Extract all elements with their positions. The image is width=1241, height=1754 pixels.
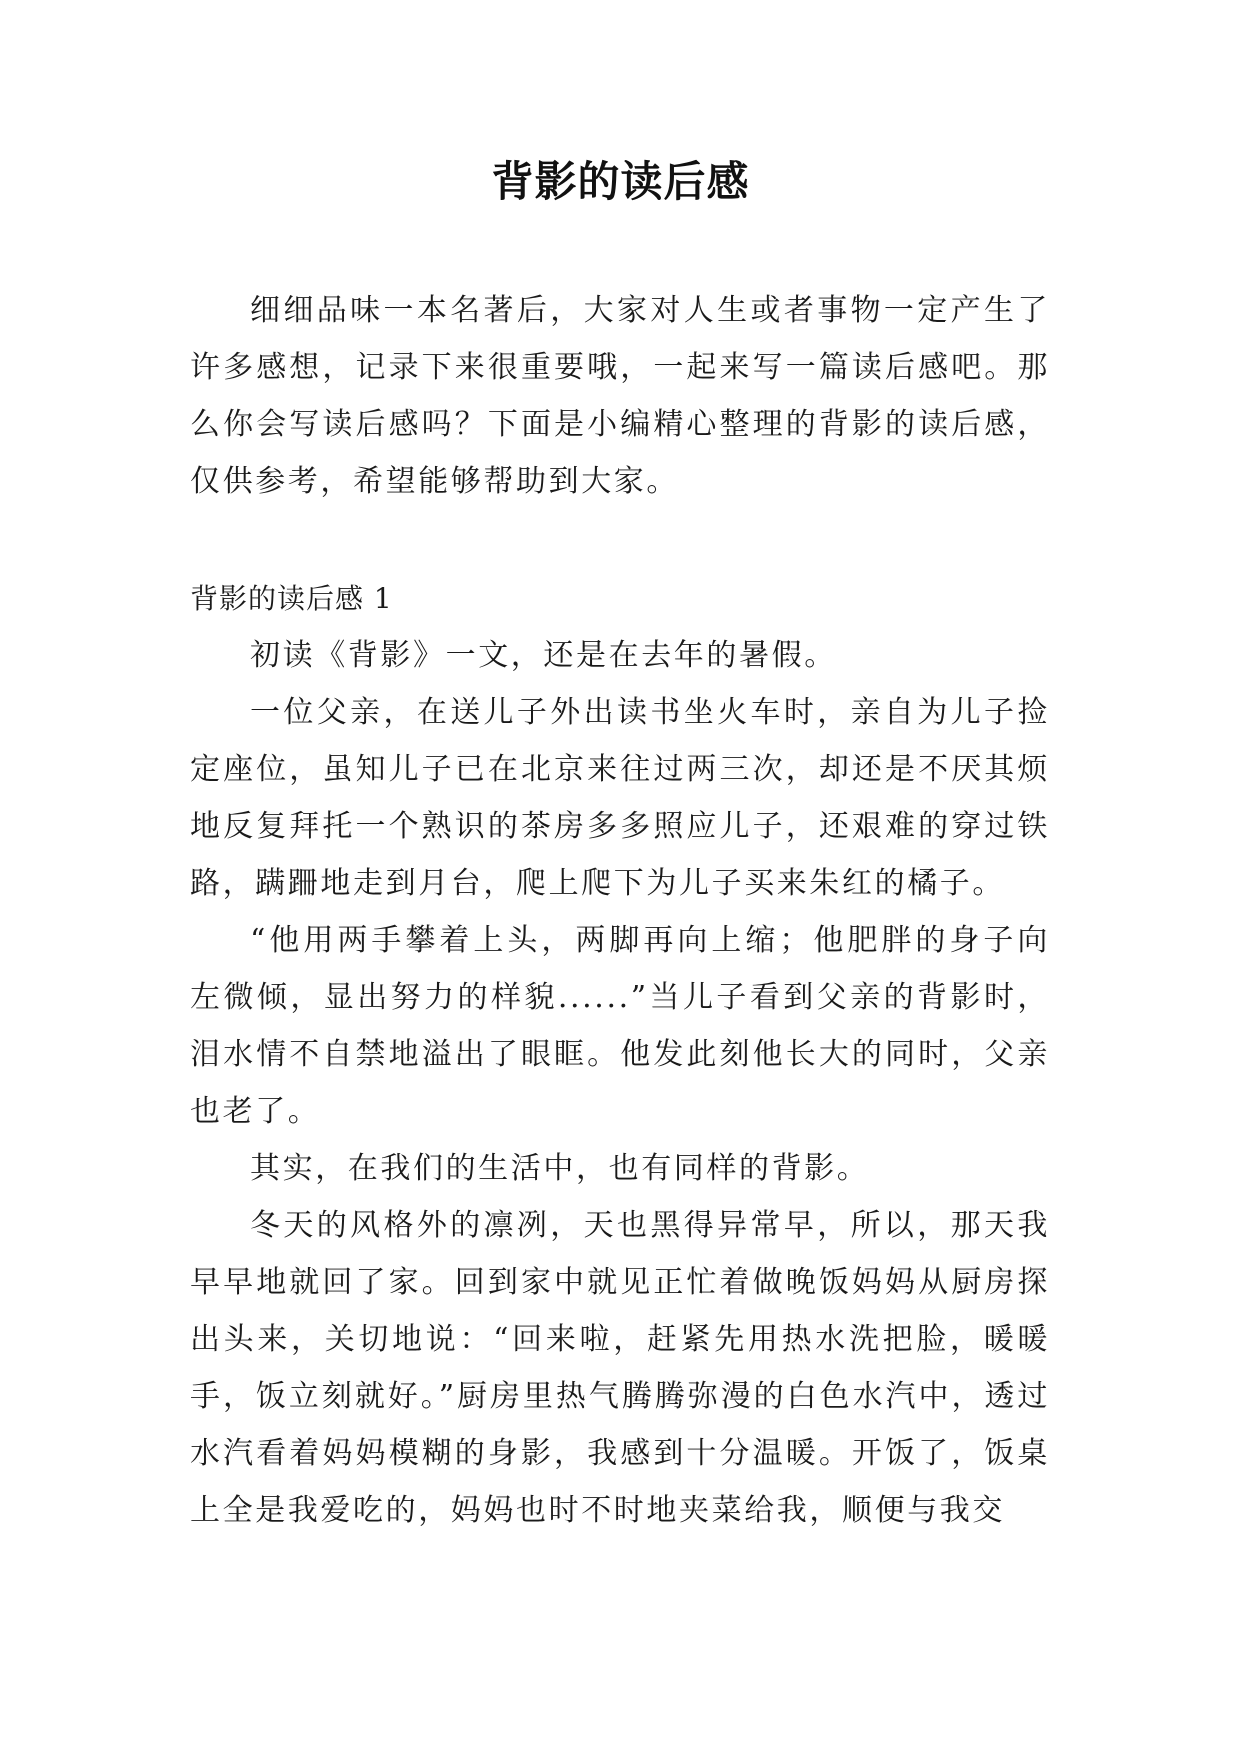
body-paragraph: 一位父亲，在送儿子外出读书坐火车时，亲自为儿子捡定座位，虽知儿子已在北京来往过两三次，却还是不厌其烦地反复拜托一个熟识的茶房多多照应儿子，还艰难的穿过铁路，蹒跚地走到月台，爬上爬下为儿子买来朱红的橘子。 [190, 695, 1050, 901]
body-paragraph: 其实，在我们的生活中，也有同样的背影。 [250, 1151, 870, 1186]
body-paragraph: 初读《背影》一文，还是在去年的暑假。 [250, 638, 837, 673]
section-heading: 背影的读后感 1 [190, 582, 393, 615]
body-paragraph: “他用两手攀着上头，两脚再向上缩；他肥胖的身子向左微倾，显出努力的样貌......”当儿子看到父亲的背影时，泪水情不自禁地溢出了眼眶。他发此刻他长大的同时，父亲也老了。 [190, 923, 1050, 1129]
document-title: 背影的读后感 [491, 157, 750, 206]
document-body [190, 282, 1050, 1539]
intro-paragraph: 细细品味一本名著后，大家对人生或者事物一定产生了许多感想，记录下来很重要哦，一起来写一篇读后感吧。那么你会写读后感吗？下面是小编精心整理的背影的读后感，仅供参考，希望能够帮助到大家。 [190, 293, 1050, 499]
body-paragraph: 冬天的风格外的凛冽，天也黑得异常早，所以，那天我早早地就回了家。回到家中就见正忙着做晚饭妈妈从厨房探出头来，关切地说：“回来啦，赶紧先用热水洗把脸，暖暖手，饭立刻就好。”厨房里热气腾腾弥漫的白色水汽中，透过水汽看着妈妈模糊的身影，我感到十分温暖。开饭了，饭桌上全是我爱吃的，妈妈也时不时地夹菜给我，顺便与我交 [190, 1208, 1050, 1528]
